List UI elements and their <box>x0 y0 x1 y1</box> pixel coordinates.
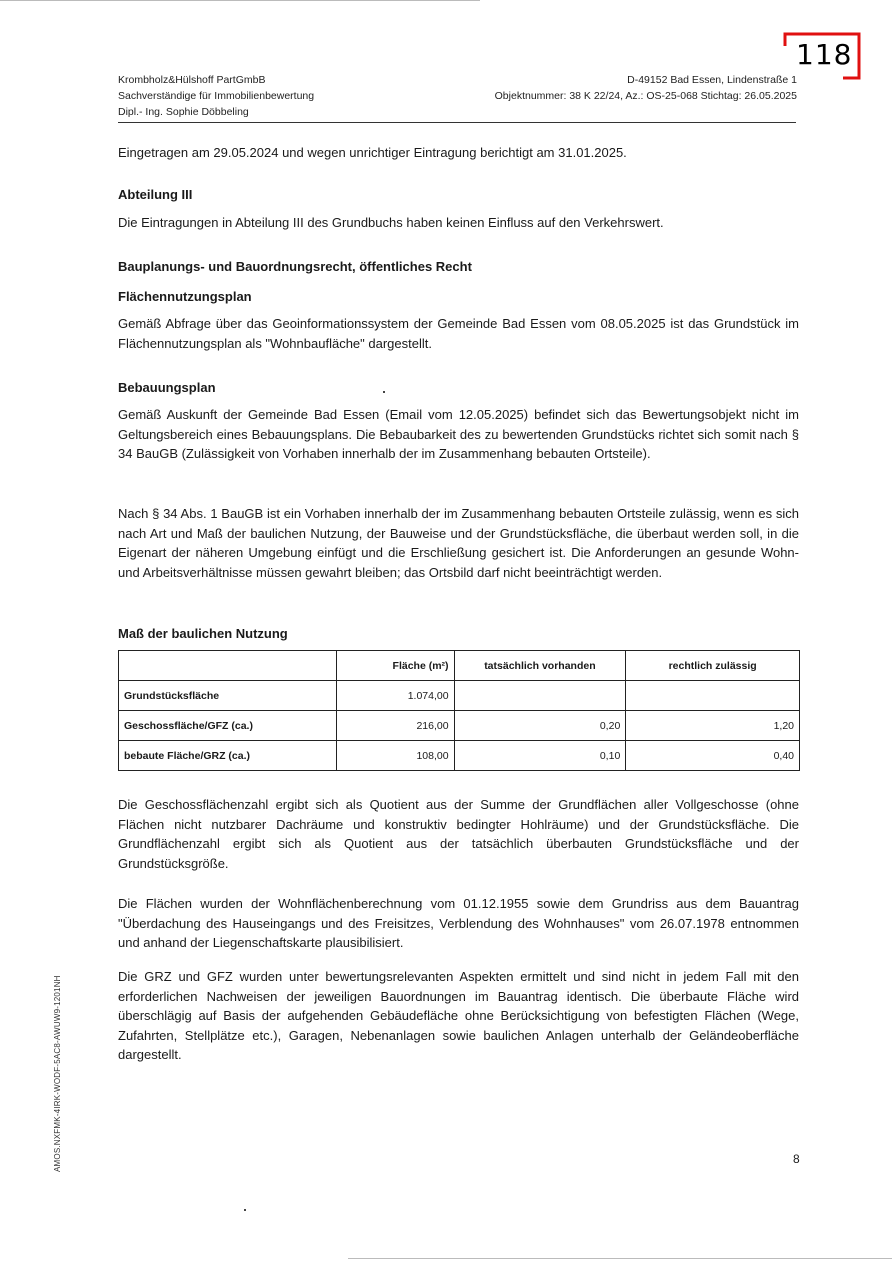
header-firm: Krombholz&Hülshoff PartGmbB <box>118 74 266 86</box>
table-cell: 0,20 <box>454 711 626 741</box>
side-document-code: AMOS.NXFMK-4IRK-WODF-5AC8-AWUW9-1201NH <box>53 975 62 1172</box>
nutzung-table <box>118 650 800 771</box>
heading-bebauungsplan: Bebauungsplan <box>118 380 216 395</box>
table-cell: 0,40 <box>626 741 800 771</box>
paragraph-paragraph-34: Nach § 34 Abs. 1 BauGB ist ein Vorhaben innerhalb der im Zusammenhang bebauten Ortsteile zulässig, wenn es sich nach Art und Maß der baulichen Nutzung, der Bauweise und der Grundstücksfläche, die überbaut werden soll, in die Eigenart der näheren Umgebung einfügt und die Erschließung gesichert ist. Die Anforderungen an gesunde Wohn- und Arbeitsverhältnisse müssen gewahrt bleiben; das Ortsbild darf nicht beeinträchtigt werden. <box>118 506 799 580</box>
header-right <box>495 72 797 104</box>
table-cell: Geschossfläche/GFZ (ca.) <box>119 711 337 741</box>
heading-mass-baulicher-nutzung: Maß der baulichen Nutzung <box>118 626 288 641</box>
paragraph-flaechennutzungsplan: Gemäß Abfrage über das Geoinformationssystem der Gemeinde Bad Essen vom 08.05.2025 ist das Grundstück im Flächennutzungsplan als "Wohnbaufläche" dargestellt. <box>118 316 799 351</box>
table-cell <box>454 681 626 711</box>
table-header-cell: tatsächlich vorhanden <box>454 651 626 681</box>
heading-flaechennutzungsplan: Flächennutzungsplan <box>118 289 252 304</box>
table-cell: Grundstücksfläche <box>119 681 337 711</box>
table-header-row <box>119 651 800 681</box>
header-divider <box>118 122 796 123</box>
table-cell: 1,20 <box>626 711 800 741</box>
bottom-border-line <box>348 1258 892 1259</box>
paragraph-abteilung-3: Die Eintragungen in Abteilung III des Grundbuchs haben keinen Einfluss auf den Verkehrswert. <box>118 215 664 230</box>
table-header-cell: Fläche (m²) <box>336 651 454 681</box>
paragraph-bebauungsplan: Gemäß Auskunft der Gemeinde Bad Essen (Email vom 12.05.2025) befindet sich das Bewertungsobjekt nicht im Geltungsbereich eines Bebauungsplans. Die Bebaubarkeit des zu bewertenden Grundstücks richtet sich somit nach § 34 BauGB (Zulässigkeit von Vorhaben innerhalb der im Zusammenhang bebauten Ortsteile). <box>118 407 799 461</box>
table-header-cell: rechtlich zulässig <box>626 651 800 681</box>
top-border-line <box>0 0 480 1</box>
table-row <box>119 741 800 771</box>
table-cell: 0,10 <box>454 741 626 771</box>
heading-bauplanungsrecht: Bauplanungs- und Bauordnungsrecht, öffentliches Recht <box>118 259 472 274</box>
header-object-number: Objektnummer: 38 K 22/24, Az.: OS-25-068 Stichtag: 26.05.2025 <box>494 90 797 102</box>
scan-speck <box>244 1209 246 1211</box>
paragraph-flaechen-quelle: Die Flächen wurden der Wohnflächenberechnung vom 01.12.1955 sowie dem Grundriss aus dem Bauantrag "Überdachung des Hauseingangs und des Freisitzes, Verblendung des Wohnhauses" vom 26.07.1978 entnommen und anhand der Liegenschaftskarte plausibilisiert. <box>118 896 799 950</box>
table-row <box>119 711 800 741</box>
table-header-cell <box>119 651 337 681</box>
table-cell <box>626 681 800 711</box>
paragraph-gfz-definition: Die Geschossflächenzahl ergibt sich als Quotient aus der Summe der Grundflächen aller Vollgeschosse (ohne Flächen nicht nutzbarer Dachräume und konstruktiv bedingter Hohlräume) und der Grundstücksfläche. Die Grundflächenzahl ergibt sich als Quotient aus der tatsächlich überbauten Grundstücksfläche und der Grundstücksgröße. <box>118 797 799 871</box>
table-cell: 1.074,00 <box>336 681 454 711</box>
header-left <box>118 72 314 120</box>
table-cell: 216,00 <box>336 711 454 741</box>
stamp-number: 118 <box>796 38 853 71</box>
table-cell: 108,00 <box>336 741 454 771</box>
scan-speck <box>383 391 385 393</box>
page-number: 8 <box>793 1152 800 1166</box>
header-profession: Sachverständige für Immobilienbewertung <box>118 90 315 102</box>
heading-abteilung-3: Abteilung III <box>118 187 193 202</box>
paragraph-grz-gfz: Die GRZ und GFZ wurden unter bewertungsrelevanten Aspekten ermittelt und sind nicht in jedem Fall mit den erforderlichen Nachweisen der jeweiligen Bauordnungen im Bauantrag identisch. Die überbaute Fläche wird überschlägig auf Basis der aufgehenden Gebäudefläche ohne Berücksichtigung von befestigten Flächen (Wege, Zufahrten, Stellplätze etc.), Garagen, Nebenanlagen sowie baulichen Anlagen unterhalb der Geländeoberfläche dargestellt. <box>118 969 799 1062</box>
header-person: Dipl.- Ing. Sophie Döbbeling <box>118 106 249 118</box>
table-row <box>119 681 800 711</box>
table-cell: bebaute Fläche/GRZ (ca.) <box>119 741 337 771</box>
paragraph-eingetragen: Eingetragen am 29.05.2024 und wegen unrichtiger Eintragung berichtigt am 31.01.2025. <box>118 145 627 160</box>
header-address: D-49152 Bad Essen, Lindenstraße 1 <box>627 74 797 86</box>
